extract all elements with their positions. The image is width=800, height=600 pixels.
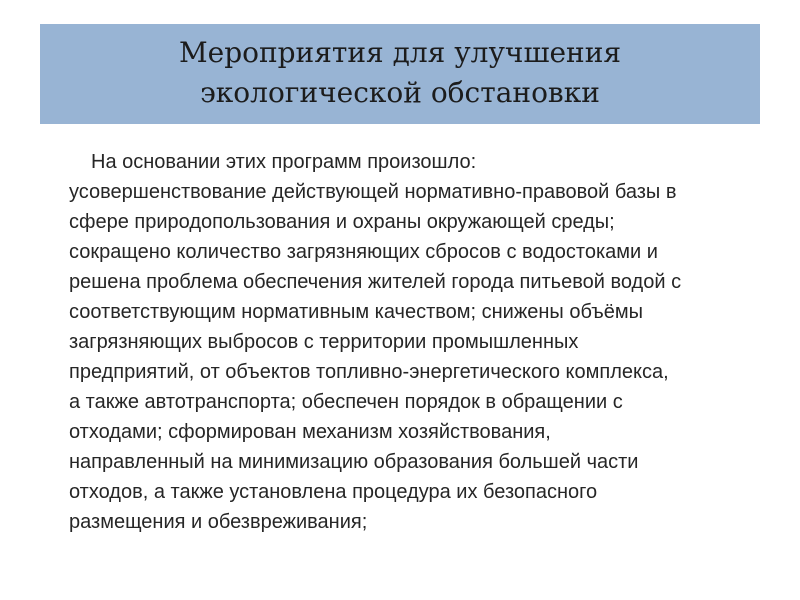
slide-title-line-2: экологической обстановки: [200, 76, 600, 109]
body-line: усовершенствование действующей нормативно-правовой базы в: [69, 181, 677, 203]
body-line: сфере природопользования и охраны окружающей среды;: [69, 211, 615, 233]
body-line: предприятий, от объектов топливно-энергетического комплекса,: [69, 361, 669, 383]
body-line: сокращено количество загрязняющих сбросов с водостоками и: [69, 241, 658, 263]
body-line: На основании этих программ произошло:: [91, 151, 477, 173]
body-line: а также автотранспорта; обеспечен порядок в обращении с: [69, 391, 623, 413]
body-line: соответствующим нормативным качеством; снижены объёмы: [69, 301, 643, 323]
body-line: отходами; сформирован механизм хозяйствования,: [69, 421, 551, 443]
title-banner: [40, 24, 760, 124]
body-line: направленный на минимизацию образования большей части: [69, 451, 639, 473]
body-line: решена проблема обеспечения жителей города питьевой водой с: [69, 271, 682, 293]
body-line: загрязняющих выбросов с территории промышленных: [69, 331, 579, 353]
body-line: размещения и обезвреживания;: [69, 511, 368, 533]
body-line: отходов, а также установлена процедура их безопасного: [69, 481, 598, 503]
slide-body-text: [69, 147, 759, 537]
slide-title-line-1: Мероприятия для улучшения: [178, 36, 622, 69]
